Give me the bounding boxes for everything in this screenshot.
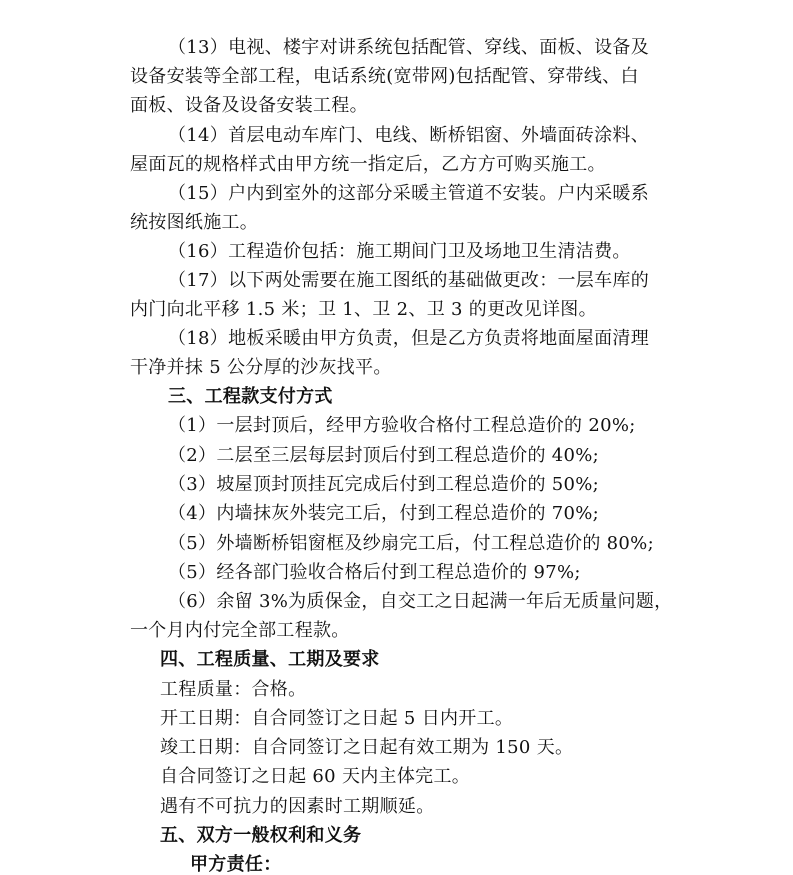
main-structure-line: 自合同签订之日起 60 天内主体完工。: [160, 766, 471, 787]
clause-14-line-1: （14）首层电动车库门、电线、断桥铝窗、外墙面砖涂料、: [168, 125, 650, 146]
clause-18-line-2: 干净并抹 5 公分厚的沙灰找平。: [130, 357, 392, 378]
clause-16-line-1: （16）工程造价包括：施工期间门卫及场地卫生清洁费。: [168, 241, 631, 262]
clause-15-line-2: 统按图纸施工。: [130, 212, 259, 233]
quality-line: 工程质量：合格。: [160, 679, 307, 700]
clause-13-line-2: 设备安装等全部工程，电话系统(宽带网)包括配管、穿带线、白: [130, 66, 639, 87]
section-3-heading: 三、工程款支付方式: [168, 386, 333, 407]
payment-item-2: （2）二层至三层每层封顶后付到工程总造价的 40%;: [168, 445, 600, 466]
payment-item-5a: （5）外墙断桥铝窗框及纱扇完工后，付工程总造价的 80%;: [168, 533, 654, 554]
clause-18-line-1: （18）地板采暖由甲方负责，但是乙方负责将地面屋面清理: [168, 328, 650, 349]
clause-17-line-2: 内门向北平移 1.5 米；卫 1、卫 2、卫 3 的更改见详图。: [130, 299, 597, 320]
clause-13-line-1: （13）电视、楼宇对讲系统包括配管、穿线、面板、设备及: [168, 37, 650, 58]
clause-14-line-2: 屋面瓦的规格样式由甲方统一指定后，乙方方可购买施工。: [130, 154, 606, 175]
payment-item-4: （4）内墙抹灰外装完工后，付到工程总造价的 70%;: [168, 503, 600, 524]
payment-item-1: （1）一层封顶后，经甲方验收合格付工程总造价的 20%;: [168, 415, 636, 436]
clause-15-line-1: （15）户内到室外的这部分采暖主管道不安装。户内采暖系: [168, 183, 650, 204]
payment-item-5b: （5）经各部门验收合格后付到工程总造价的 97%;: [168, 562, 581, 583]
force-majeure-line: 遇有不可抗力的因素时工期顺延。: [160, 796, 435, 817]
completion-date-line: 竣工日期：自合同签订之日起有效工期为 150 天。: [160, 737, 574, 758]
clause-17-line-1: （17）以下两处需要在施工图纸的基础做更改：一层车库的: [168, 270, 650, 291]
section-5-heading: 五、双方一般权利和义务: [160, 825, 362, 846]
payment-item-3: （3）坡屋顶封顶挂瓦完成后付到工程总造价的 50%;: [168, 474, 600, 495]
party-a-duties-heading: 甲方责任：: [190, 854, 282, 875]
payment-item-6-line-2: 一个月内付完全部工程款。: [130, 620, 350, 641]
start-date-line: 开工日期：自合同签订之日起 5 日内开工。: [160, 708, 514, 729]
section-4-heading: 四、工程质量、工期及要求: [160, 649, 380, 670]
clause-13-line-3: 面板、设备及设备安装工程。: [130, 95, 368, 116]
payment-item-6-line-1: （6）余留 3%为质保金，自交工之日起满一年后无质量问题，: [168, 591, 673, 612]
